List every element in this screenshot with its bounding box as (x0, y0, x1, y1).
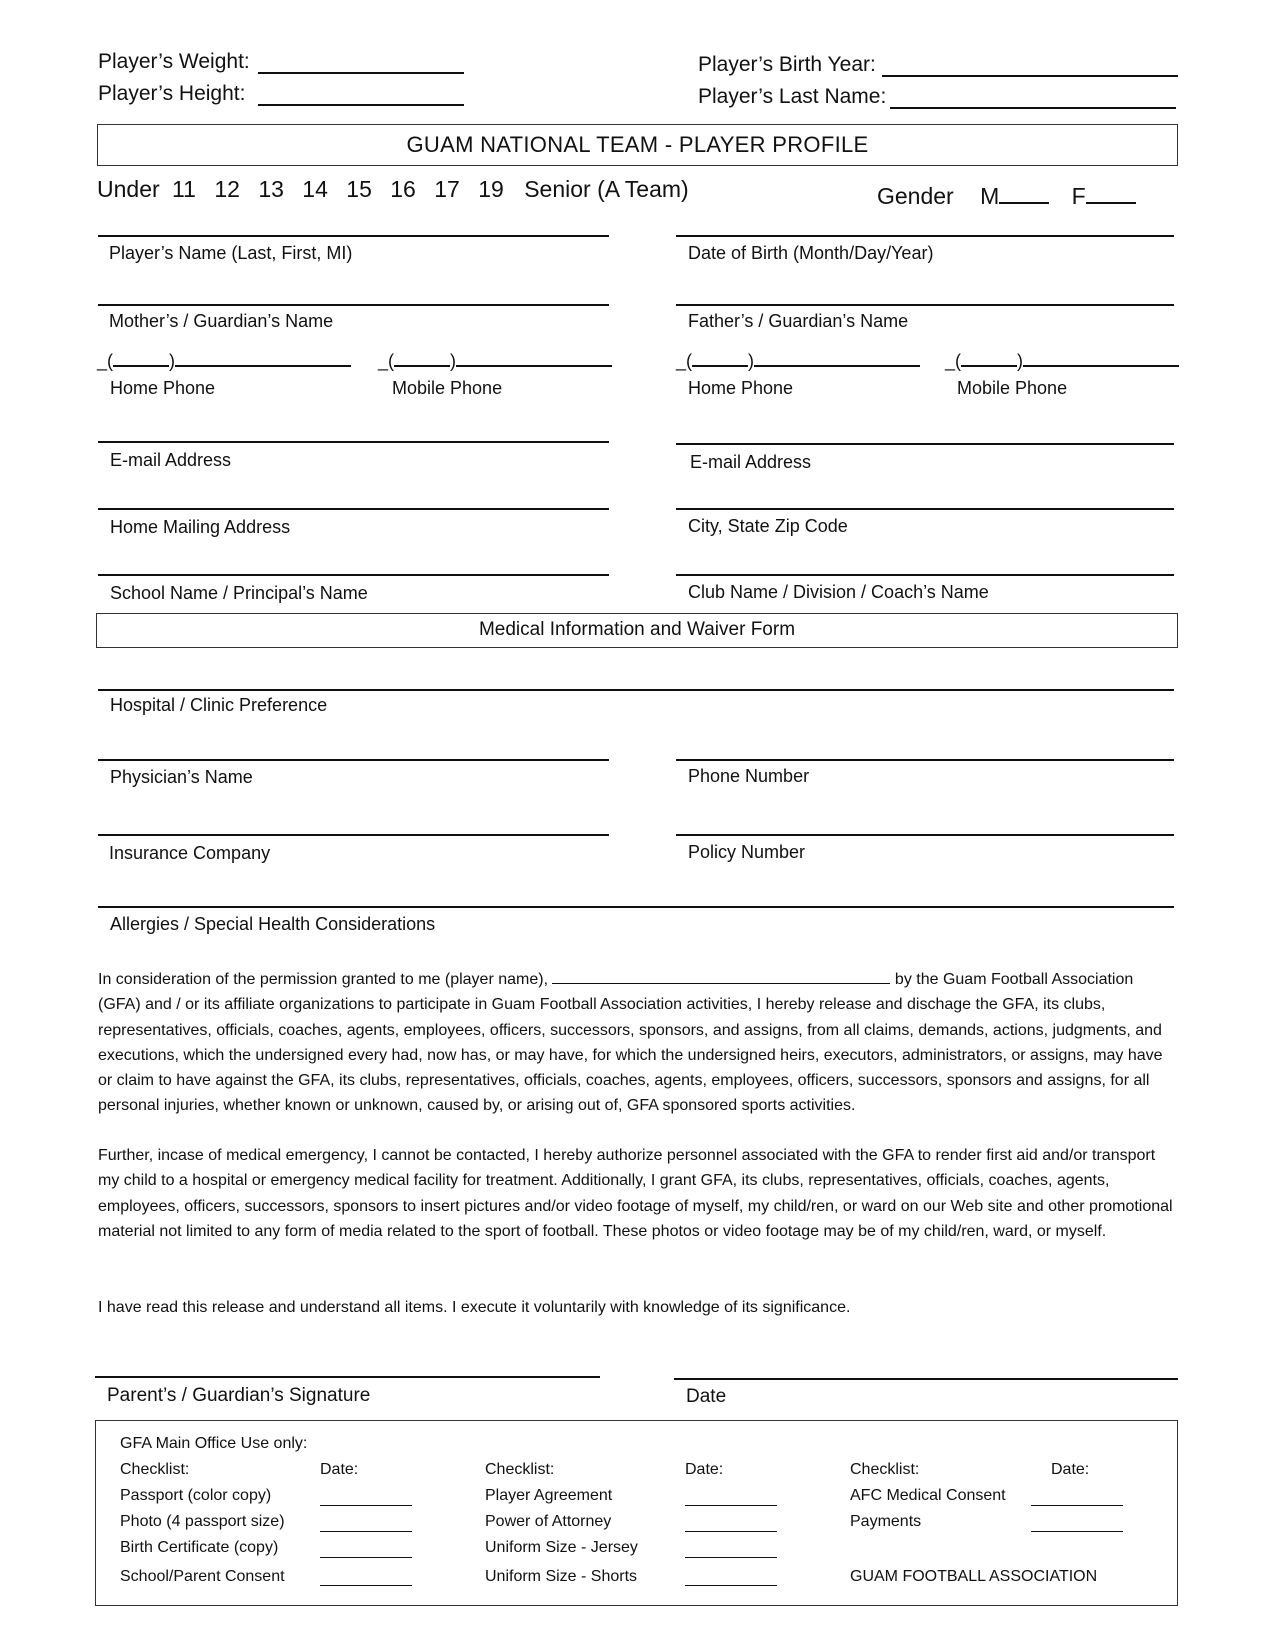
last-name-label: Player’s Last Name: (698, 85, 887, 108)
dob-field[interactable] (676, 235, 1174, 237)
player-name-field[interactable] (98, 235, 609, 237)
age-group-prefix: Under (97, 176, 160, 202)
gender-label: Gender (877, 183, 954, 209)
father-email-field[interactable] (676, 443, 1174, 445)
insurance-field[interactable] (98, 834, 609, 836)
checklist-item: Power of Attorney (485, 1513, 612, 1530)
mother-mobile-phone-label: Mobile Phone (392, 378, 503, 398)
age-group-selector (97, 176, 689, 203)
allergies-field[interactable] (98, 906, 1174, 908)
physician-field[interactable] (98, 759, 609, 761)
age-option-11[interactable]: 11 (172, 176, 196, 202)
mother-email-field[interactable] (98, 441, 609, 443)
father-home-phone-label: Home Phone (688, 378, 794, 398)
birth-year-field[interactable] (882, 75, 1178, 77)
age-option-16[interactable]: 16 (390, 176, 416, 202)
player-name-label: Player’s Name (Last, First, MI) (109, 243, 353, 263)
checklist-item: Uniform Size - Shorts (485, 1568, 638, 1585)
signature-field[interactable] (95, 1376, 600, 1378)
gender-female-field[interactable] (1086, 188, 1136, 204)
birth-year-label: Player’s Birth Year: (698, 53, 876, 76)
age-option-17[interactable]: 17 (434, 176, 460, 202)
age-option-13[interactable]: 13 (258, 176, 284, 202)
checklist-item: Photo (4 passport size) (120, 1513, 285, 1530)
checklist-date-field[interactable] (1031, 1531, 1123, 1532)
mother-name-field[interactable] (98, 304, 609, 306)
waiver-player-name-field[interactable] (552, 971, 890, 984)
checklist-date-field[interactable] (685, 1531, 777, 1532)
checklist-item: Uniform Size - Jersey (485, 1539, 638, 1556)
checklist-date-field[interactable] (685, 1585, 777, 1586)
physician-phone-label: Phone Number (688, 766, 810, 786)
office-heading: GFA Main Office Use only: (120, 1435, 308, 1452)
city-state-zip-label: City, State Zip Code (688, 516, 848, 536)
mother-email-label: E-mail Address (110, 450, 232, 470)
checklist-date-field[interactable] (320, 1585, 412, 1586)
dob-label: Date of Birth (Month/Day/Year) (688, 243, 934, 263)
page-title: GUAM NATIONAL TEAM - PLAYER PROFILE (97, 124, 1178, 166)
checklist-date-field[interactable] (685, 1557, 777, 1558)
signature-label: Parent’s / Guardian’s Signature (107, 1385, 371, 1406)
school-field[interactable] (98, 574, 609, 576)
mother-mobile-phone-field[interactable]: _( ) (378, 351, 612, 372)
father-name-label: Father’s / Guardian’s Name (688, 311, 909, 331)
checklist-date-field[interactable] (685, 1505, 777, 1506)
height-label: Player’s Height: (98, 82, 246, 105)
checklist-date-field[interactable] (320, 1557, 412, 1558)
col3-checklist-header: Checklist: (850, 1461, 920, 1478)
physician-label: Physician’s Name (110, 767, 253, 787)
waiver-paragraph-1: In consideration of the permission granted to me (player name), by the Guam Football Association (GFA) and / or its affiliate organizations to participate in Guam Football Association activities, I hereby release and dischage the GFA, its clubs, representatives, officials, coaches, agents, employees, officers, successors, sponsors, and assigns, from all claims, demands, actions, judgments, and executions, which the undersigned every had, now has, or may have, for which the undersigned heirs, executors, administrators, or assigns, may have or claim to have against the GFA, its clubs, representatives, officials, coaches, agents, employees, officers, successors, sponsors and assigns, for all personal injuries, whether known or unknown, caused by, or arising out of, GFA sponsored sports activities. (98, 971, 1163, 1115)
age-option-15[interactable]: 15 (346, 176, 372, 202)
hospital-field[interactable] (98, 689, 1174, 691)
signature-date-field[interactable] (674, 1378, 1178, 1380)
age-option-senior[interactable]: Senior (A Team) (524, 176, 689, 202)
gender-selector (877, 183, 1136, 210)
height-field[interactable] (258, 104, 464, 106)
insurance-label: Insurance Company (109, 843, 271, 863)
checklist-date-field[interactable] (1031, 1505, 1123, 1506)
gender-male-field[interactable] (999, 188, 1049, 204)
checklist-item: Passport (color copy) (120, 1487, 272, 1504)
father-name-field[interactable] (676, 304, 1174, 306)
policy-field[interactable] (676, 834, 1174, 836)
mother-home-phone-field[interactable]: _( ) (97, 351, 351, 372)
club-field[interactable] (676, 574, 1174, 576)
office-use-box (95, 1420, 1178, 1606)
father-email-label: E-mail Address (690, 452, 812, 472)
mailing-address-label: Home Mailing Address (110, 517, 291, 537)
gender-male: M (980, 183, 1000, 209)
age-option-14[interactable]: 14 (302, 176, 328, 202)
checklist-item: Birth Certificate (copy) (120, 1539, 279, 1556)
col2-date-header: Date: (685, 1461, 724, 1478)
allergies-label: Allergies / Special Health Considerations (110, 914, 436, 934)
checklist-item: Player Agreement (485, 1487, 613, 1504)
signature-date-label: Date (686, 1386, 727, 1407)
col3-date-header: Date: (1051, 1461, 1090, 1478)
col1-checklist-header: Checklist: (120, 1461, 190, 1478)
col1-date-header: Date: (320, 1461, 359, 1478)
school-label: School Name / Principal’s Name (110, 583, 368, 603)
gender-female: F (1071, 183, 1086, 209)
last-name-field[interactable] (890, 107, 1176, 109)
mother-name-label: Mother’s / Guardian’s Name (109, 311, 334, 331)
checklist-item: AFC Medical Consent (850, 1487, 1006, 1504)
waiver-paragraph-2: Further, incase of medical emergency, I cannot be contacted, I hereby authorize personnel associated with the GFA to render first aid and/or transport my child to a hospital or emergency medical facility for treatment. Additionally, I grant GFA, its clubs, representatives, officials, coaches, agents, employees, officers, successors, sponsors to insert pictures and/or video footage of myself, my child/ren, or ward on our Web site and other promotional material not limited to any form of media related to the sport of football. These photos or video footage may be of my child/ren, ward, or myself. (98, 1147, 1173, 1240)
mother-home-phone-label: Home Phone (110, 378, 216, 398)
checklist-date-field[interactable] (320, 1505, 412, 1506)
checklist-item: School/Parent Consent (120, 1568, 285, 1585)
father-mobile-phone-label: Mobile Phone (957, 378, 1068, 398)
weight-field[interactable] (258, 72, 464, 74)
age-option-19[interactable]: 19 (478, 176, 504, 202)
mailing-address-field[interactable] (98, 508, 609, 510)
weight-label: Player’s Weight: (98, 50, 250, 73)
city-state-zip-field[interactable] (676, 508, 1174, 510)
checklist-date-field[interactable] (320, 1531, 412, 1532)
checklist-item: Payments (850, 1513, 922, 1530)
father-home-phone-field[interactable]: _( ) (676, 351, 920, 372)
age-option-12[interactable]: 12 (214, 176, 240, 202)
col2-checklist-header: Checklist: (485, 1461, 555, 1478)
medical-section-title: Medical Information and Waiver Form (96, 613, 1178, 648)
organization-name: GUAM FOOTBALL ASSOCIATION (850, 1568, 1098, 1585)
club-label: Club Name / Division / Coach’s Name (688, 582, 989, 602)
father-mobile-phone-field[interactable]: _( ) (945, 351, 1179, 372)
waiver-paragraph-3: I have read this release and understand all items. I execute it voluntarily with knowledge of its significance. (98, 1299, 851, 1316)
physician-phone-field[interactable] (676, 759, 1174, 761)
policy-label: Policy Number (688, 842, 806, 862)
hospital-label: Hospital / Clinic Preference (110, 695, 328, 715)
